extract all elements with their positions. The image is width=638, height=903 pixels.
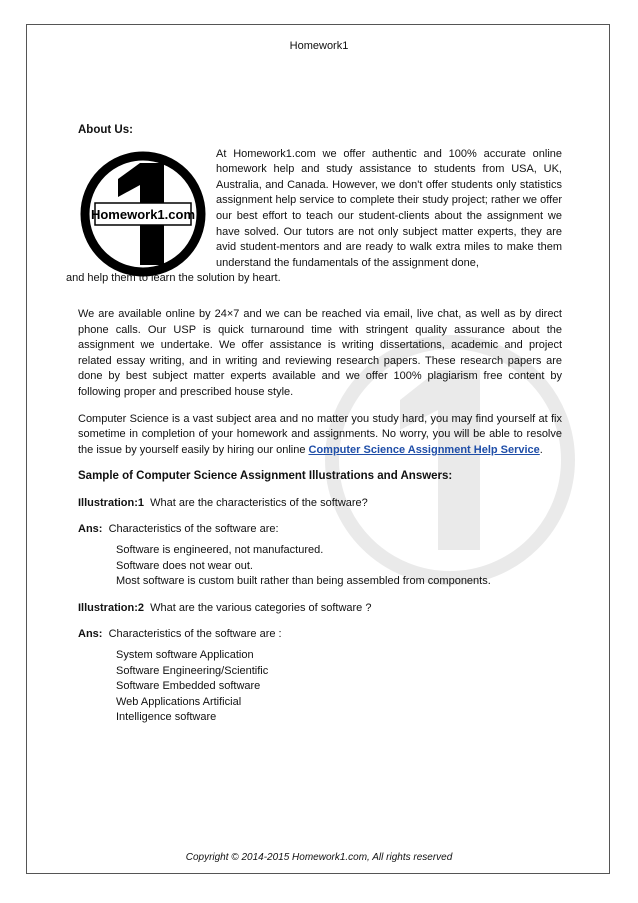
intro-tail: and help them to learn the solution by heart. xyxy=(66,272,281,285)
cs-paragraph xyxy=(78,412,562,459)
answer-1-text: Characteristics of the software are: xyxy=(108,523,279,536)
sample-heading: Sample of Computer Science Assignment Illustrations and Answers: xyxy=(78,470,453,483)
illustration-1-question: What are the characteristics of the software? xyxy=(150,496,368,509)
answer-1 xyxy=(78,522,562,538)
about-heading: About Us: xyxy=(78,124,133,136)
page-header: Homework1 xyxy=(289,40,349,52)
list-item: Most software is custom built rather than being assembled from components. xyxy=(116,575,491,588)
answer-2-list xyxy=(116,648,562,726)
list-item: Software Embedded software xyxy=(116,680,261,693)
list-item: Software is engineered, not manufactured. xyxy=(116,544,324,557)
about-section xyxy=(66,147,562,287)
availability-paragraph: We are available online by 24×7 and we can be reached via email, live chat, as well as by direct phone calls. Our USP is quick turnaround time with stringent quality assurance about the assignment we undertake. We offer assistance is writing dissertations, academic and project related essay writing, and in writing and reviewing research papers. These research papers are done by best subject matter experts available and we offer 100% plagiarism free content by following proper and prescribed house style. xyxy=(78,307,562,398)
logo-text: Homework1.com xyxy=(90,206,196,222)
intro-paragraph: At Homework1.com we offer authentic and 100% accurate online homework help and study assistance to students from USA, UK, Australia, and Canada. However, we don't offer students only statistics assignment help service to complete their study project; rather we offer our best effort to teach our student-clients about the assignment we have solved. Our tutors are not only subject matter experts, they are avid student-mentors and are ready to walk extra miles to make them understand the fundamentals of the assignment done, xyxy=(216,147,562,269)
answer-2-label: Ans: xyxy=(78,628,103,641)
illustration-1-label: Illustration:1 xyxy=(78,496,145,509)
answer-2-text: Characteristics of the software are : xyxy=(108,628,282,641)
answer-2 xyxy=(78,627,562,643)
answer-1-label: Ans: xyxy=(78,523,103,536)
illustration-2-label: Illustration:2 xyxy=(78,601,145,614)
list-item: System software Application xyxy=(116,649,254,662)
cs-end: . xyxy=(539,443,543,456)
illustration-2-question: What are the various categories of software ? xyxy=(150,601,372,614)
illustration-2 xyxy=(78,601,562,617)
homework1-logo xyxy=(78,149,208,279)
illustration-1 xyxy=(78,496,562,512)
list-item: Software Engineering/Scientific xyxy=(116,664,269,677)
list-item: Intelligence software xyxy=(116,711,217,724)
answer-1-list xyxy=(116,543,562,590)
cs-assignment-help-link[interactable]: Computer Science Assignment Help Service xyxy=(308,443,540,456)
list-item: Software does not wear out. xyxy=(116,559,253,572)
list-item: Web Applications Artificial xyxy=(116,695,242,708)
cs-intro-text: Computer Science is a vast subject area and no matter you study hard, you may find yourself at fix sometime in completion of your homework and assignments. No worry, you will be able to resolve the issue by yourself easily by hiring our online xyxy=(78,412,562,456)
document-body xyxy=(66,123,562,726)
page-footer: Copyright © 2014-2015 Homework1.com, All rights reserved xyxy=(185,852,453,863)
